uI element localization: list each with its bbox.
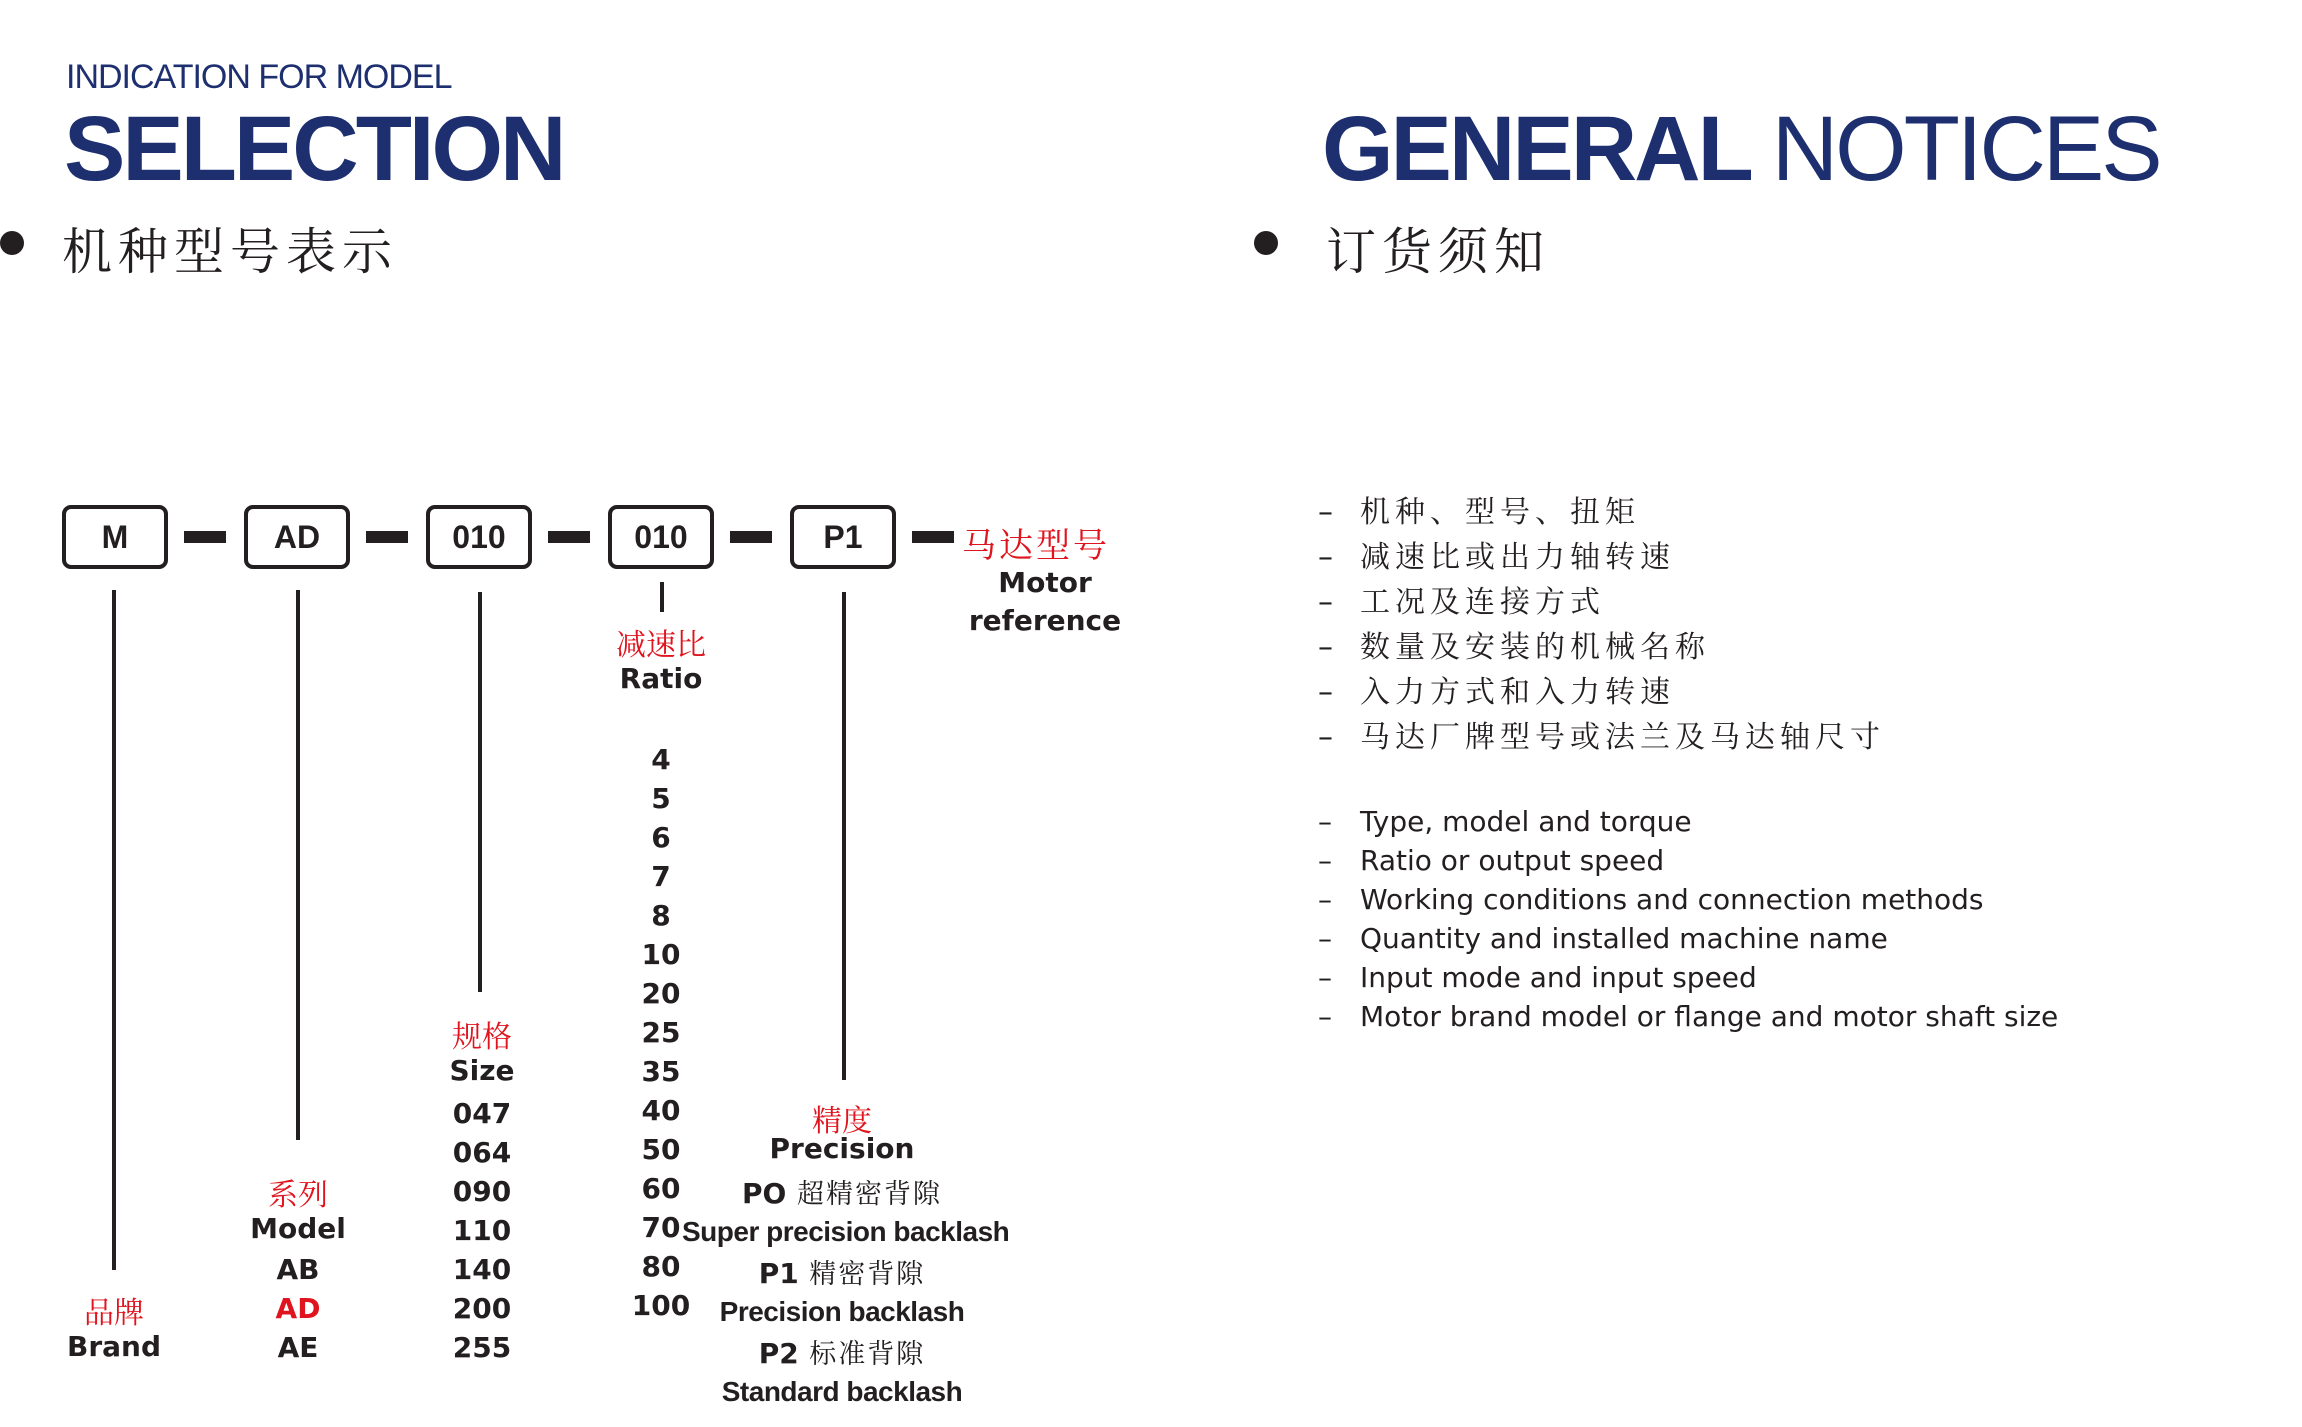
note-en-text: Type, model and torque	[1360, 805, 1692, 838]
precision-option-head	[682, 1176, 1002, 1216]
ratio-option: 25	[641, 1016, 681, 1049]
precision-code: P2	[758, 1337, 799, 1370]
precision-label-cn: 精度	[812, 1104, 872, 1139]
note-cn-text: 机种、型号、扭矩	[1360, 495, 1640, 530]
motor-reference-label-1: Motor	[998, 566, 1092, 599]
section-kicker: INDICATION FOR MODEL	[66, 58, 452, 96]
list-dash: –	[1318, 675, 1338, 710]
list-dash: –	[1318, 844, 1332, 877]
code-separator	[548, 531, 590, 543]
connector-line-size	[478, 592, 482, 992]
ordering-notes-heading: 订货须知	[1326, 223, 1550, 281]
precision-label: Precision	[769, 1132, 915, 1165]
ratio-option: 5	[651, 782, 671, 815]
precision-en: Standard backlash	[721, 1376, 963, 1407]
list-dash: –	[1318, 495, 1338, 530]
precision-options	[682, 1176, 1010, 1416]
precision-code: PO	[742, 1177, 787, 1210]
model-indication-heading: 机种型号表示	[62, 223, 398, 281]
note-cn	[1318, 670, 1885, 715]
precision-option-head	[682, 1336, 1002, 1376]
list-dash: –	[1318, 585, 1338, 620]
series-option: AB	[276, 1253, 320, 1286]
size-option: 047	[452, 1097, 512, 1130]
series-options	[236, 1250, 360, 1367]
section-title: SELECTION	[64, 98, 564, 200]
size-option: 110	[452, 1214, 512, 1247]
ratio-option: 40	[641, 1094, 681, 1127]
note-en	[1318, 802, 2058, 841]
code-separator	[184, 531, 226, 543]
size-label-cn: 规格	[452, 1020, 512, 1055]
notices-title-light: NOTICES	[1771, 98, 2160, 200]
ordering-notes-en	[1318, 802, 2058, 1036]
ratio-option: 35	[641, 1055, 681, 1088]
notices-title	[1322, 98, 2160, 200]
code-separator	[912, 531, 954, 543]
note-en-text: Quantity and installed machine name	[1360, 922, 1888, 955]
list-dash: –	[1318, 805, 1332, 838]
list-dash: –	[1318, 1000, 1332, 1033]
ratio-option: 10	[641, 938, 681, 971]
note-cn	[1318, 625, 1885, 670]
note-en-text: Motor brand model or flange and motor shaft size	[1360, 1000, 2059, 1033]
code-box-size: 010	[426, 505, 532, 569]
size-label: Size	[449, 1054, 515, 1087]
brand-label: Brand	[66, 1330, 162, 1363]
note-en	[1318, 997, 2058, 1036]
ratio-option: 6	[651, 821, 671, 854]
size-option: 255	[452, 1331, 512, 1364]
ratio-option: 80	[641, 1250, 681, 1283]
size-option: 090	[452, 1175, 512, 1208]
connector-line-brand	[112, 590, 116, 1270]
note-en	[1318, 880, 2058, 919]
code-separator	[730, 531, 772, 543]
code-separator	[366, 531, 408, 543]
code-box-brand: M	[62, 505, 168, 569]
ordering-notes-cn	[1318, 490, 1885, 760]
list-dash: –	[1318, 961, 1332, 994]
note-cn	[1318, 715, 1885, 760]
bullet-icon	[0, 231, 24, 255]
list-dash: –	[1318, 922, 1332, 955]
note-cn-text: 减速比或出力轴转速	[1360, 540, 1675, 575]
precision-option	[682, 1176, 1010, 1248]
connector-line-precision	[842, 592, 846, 1080]
note-cn-text: 入力方式和入力转速	[1360, 675, 1675, 710]
precision-option-head	[682, 1256, 1002, 1296]
series-option: AE	[277, 1331, 319, 1364]
note-cn-text: 数量及安装的机械名称	[1360, 630, 1710, 665]
list-dash: –	[1318, 630, 1338, 665]
note-en-text: Input mode and input speed	[1360, 961, 1757, 994]
code-box-ratio: 010	[608, 505, 714, 569]
precision-en: Super precision backlash	[682, 1216, 1010, 1247]
ratio-option: 20	[641, 977, 681, 1010]
precision-code: P1	[758, 1257, 799, 1290]
size-option: 140	[452, 1253, 512, 1286]
precision-cn: 标准背隙	[798, 1339, 926, 1370]
list-dash: –	[1318, 883, 1332, 916]
precision-option	[682, 1256, 1002, 1328]
list-dash: –	[1318, 720, 1338, 755]
precision-cn: 精密背隙	[798, 1259, 926, 1290]
connector-line-ratio	[660, 582, 664, 612]
motor-reference-label-2: reference	[968, 604, 1122, 637]
ratio-label-cn: 减速比	[616, 628, 706, 663]
motor-reference-cn: 马达型号	[962, 526, 1110, 566]
ratio-label: Ratio	[619, 662, 703, 695]
series-option-selected: AD	[275, 1292, 321, 1325]
ratio-option: 100	[631, 1289, 691, 1322]
size-option: 064	[452, 1136, 512, 1169]
note-en-text: Working conditions and connection methods	[1360, 883, 1984, 916]
ratio-option: 8	[651, 899, 671, 932]
ratio-option: 50	[641, 1133, 681, 1166]
code-box-series: AD	[244, 505, 350, 569]
note-en-text: Ratio or output speed	[1360, 844, 1665, 877]
precision-en: Precision backlash	[719, 1296, 965, 1327]
notices-title-bold: GENERAL	[1322, 98, 1750, 200]
ratio-option: 7	[651, 860, 671, 893]
series-label-cn: 系列	[268, 1178, 328, 1213]
ratio-option: 4	[651, 743, 671, 776]
precision-cn: 超精密背隙	[786, 1179, 942, 1210]
precision-option	[682, 1336, 1002, 1408]
series-label: Model	[250, 1212, 346, 1245]
size-option: 200	[452, 1292, 512, 1325]
connector-line-series	[296, 590, 300, 1140]
note-cn-text: 工况及连接方式	[1360, 585, 1605, 620]
note-en	[1318, 958, 2058, 997]
code-box-precision: P1	[790, 505, 896, 569]
note-cn-text: 马达厂牌型号或法兰及马达轴尺寸	[1360, 720, 1885, 755]
note-en	[1318, 841, 2058, 880]
ratio-option: 60	[641, 1172, 681, 1205]
note-cn	[1318, 535, 1885, 580]
brand-label-cn: 品牌	[84, 1296, 144, 1331]
bullet-icon	[1254, 231, 1278, 255]
note-en	[1318, 919, 2058, 958]
note-cn	[1318, 490, 1885, 535]
list-dash: –	[1318, 540, 1338, 575]
size-options	[420, 1094, 544, 1367]
note-cn	[1318, 580, 1885, 625]
ratio-option: 70	[641, 1211, 681, 1244]
